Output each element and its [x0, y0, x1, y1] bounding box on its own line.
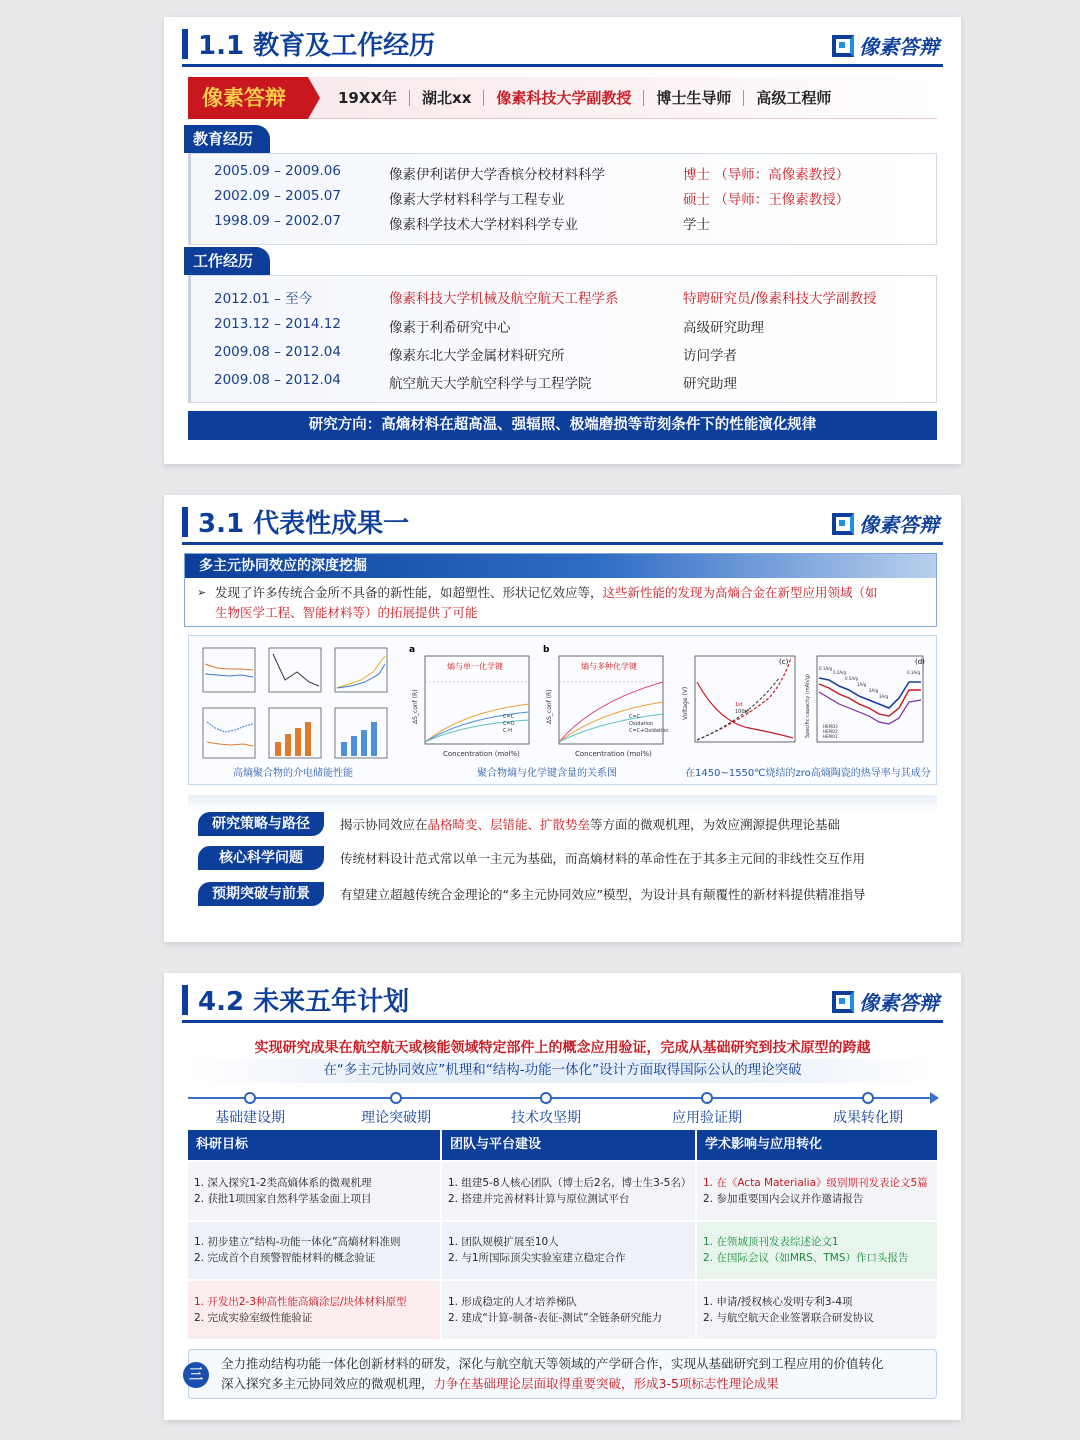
rate-label: 0.5A/g [845, 676, 858, 681]
legend-entry: HEMO1 [823, 734, 838, 739]
x-axis-label: Concentration (mol%) [443, 750, 520, 758]
table-cell-line: 2. 搭建并完善材料计算与原位测试平台 [448, 1192, 630, 1205]
table-cell [188, 1222, 440, 1280]
rate-label: 0.2A/g [833, 670, 846, 675]
svg-text:(d): (d) [915, 658, 925, 666]
topic-box [184, 553, 937, 627]
y-axis-label: Voltage (V) [682, 686, 689, 720]
summary-box [188, 1349, 937, 1399]
strategy-label: 核心科学问题 [198, 846, 324, 870]
timeline-dot-icon [244, 1092, 256, 1104]
plan-table [188, 1130, 937, 1339]
legend-entry: C=C [629, 714, 641, 720]
rate-label: 1A/g [857, 682, 867, 687]
timeline-dot-icon [390, 1092, 402, 1104]
table-header: 学术影响与应用转化 [697, 1130, 937, 1160]
strategy-row [198, 811, 937, 837]
identity-items [338, 77, 843, 119]
table-cell-line: 2. 与1所国际顶尖实验室建立稳定合作 [448, 1252, 626, 1265]
strategy-text: 有望建立超越传统合金理论的“多主元协同效应”模型，为设计具有颠覆性的新材料提供精准指导 [340, 887, 866, 902]
education-row: 1998.09 – 2002.07 像素科学技术大学材料科学专业 学士 [214, 213, 710, 233]
timeline-dot-icon [862, 1092, 874, 1104]
figure-panel [188, 635, 937, 785]
work-row: 2012.01 – 至今 像素科技大学机械及航空航天工程学系 特聘研究员/像素科技大学副教授 [214, 291, 877, 307]
slide-education-work [164, 17, 961, 464]
table-cell-line: 1. 申请/授权核心发明专利3-4项 [703, 1296, 853, 1309]
table-cell-line: 1. 初步建立“结构-功能一体化”高熵材料准则 [194, 1236, 401, 1249]
goal-line-2: 在“多主元协同效应”机理和“结构-功能一体化”设计方面取得国际公认的理论突破 [188, 1059, 937, 1083]
education-row: 2005.09 – 2009.06 像素伊利诺伊大学香槟分校材料科学 博士 （导师：高像素教授） [214, 163, 850, 183]
title-rule [182, 542, 943, 545]
work-row: 2009.08 – 2012.04 像素东北大学金属材料研究所 访问学者 [214, 344, 737, 364]
table-cell [442, 1162, 695, 1220]
y-axis-label: Specific capacity (mAh/g) [805, 674, 811, 738]
table-cell-line: 2. 与航空航天企业签署联合研发协议 [703, 1312, 874, 1325]
logo-icon [832, 991, 854, 1013]
logo-icon [832, 513, 854, 535]
title-bar-accent [182, 29, 188, 59]
legend-entry: 100th [735, 709, 750, 715]
logo-icon [832, 35, 854, 57]
title-rule [182, 1020, 943, 1023]
strategy-label: 研究策略与路径 [198, 812, 324, 836]
figure-caption: 聚合物熵与化学键含量的关系图 [477, 768, 617, 779]
svg-text:b: b [543, 645, 550, 655]
slide-title: 4.2 未来五年计划 [198, 987, 410, 1017]
identity-badge: 像素答辩 [188, 77, 308, 119]
identity-item: 19XX年 [338, 89, 398, 107]
strategy-text: 传统材料设计范式常以单一主元为基础，而高熵材料的革命性在于其多主元间的非线性交互作用 [340, 851, 866, 866]
legend-entry: C=O [503, 721, 515, 727]
svg-text:(c): (c) [779, 658, 789, 666]
research-direction-banner: 研究方向：高熵材料在超高温、强辐照、极端磨损等苛刻条件下的性能演化规律 [188, 411, 937, 440]
title-bar-accent [182, 507, 188, 537]
phase-node: 基础建设期 [190, 1085, 310, 1127]
brand-logo: 像素答辩 [832, 31, 939, 60]
title-rule [182, 64, 943, 67]
table-cell-line: 1. 团队规模扩展至10人 [448, 1236, 559, 1249]
phase-node: 成果转化期 [808, 1085, 928, 1127]
slide-five-year-plan [164, 973, 961, 1420]
table-cell-line: 1. 在《Acta Materialia》级别期刊发表论文5篇 [703, 1176, 928, 1189]
legend-entry: Oxidation [629, 721, 654, 727]
rate-label: 0.1A/g [819, 666, 832, 671]
brand-logo: 像素答辩 [832, 509, 939, 538]
y-axis-label: ΔS_conf (R) [546, 689, 553, 724]
legend-entry: 1st [735, 702, 743, 708]
timeline-dot-icon [540, 1092, 552, 1104]
brand-logo: 像素答辩 [832, 987, 939, 1016]
strategy-section [188, 795, 937, 913]
legend-entry: C=C [503, 714, 515, 720]
table-cell [188, 1281, 440, 1339]
figure-caption: 高熵聚合物的介电储能性能 [233, 768, 353, 779]
table-cell-line: 1. 形成稳定的人才培养梯队 [448, 1296, 577, 1309]
education-row: 2002.09 – 2005.07 像素大学材料科学与工程专业 硕士 （导师：王像素教授） [214, 188, 850, 208]
topic-text: ➢ 发现了许多传统合金所不具备的新性能，如超塑性、形状记忆效应等，这些新性能的发现为高熵合金在新型应用领域（如 生物医学工程、智能材料等）的拓展提供了可能 [185, 578, 936, 623]
figure-a-title: 熵与单一化学键 [447, 662, 503, 671]
legend-entry: C-H [503, 728, 513, 734]
table-cell [697, 1222, 937, 1280]
figure-entropy-curves [403, 642, 673, 768]
timeline-dot-icon [701, 1092, 713, 1104]
table-cell-line: 2. 完成首个自预警智能材料的概念验证 [194, 1252, 376, 1265]
topic-title: 多主元协同效应的深度挖掘 [185, 554, 936, 578]
goal-line-1: 实现研究成果在航空航天或核能领域特定部件上的概念应用验证，完成从基础研究到技术原型的跨越 [254, 1040, 871, 1056]
strategy-label: 预期突破与前景 [198, 882, 324, 906]
table-cell [697, 1162, 937, 1220]
strategy-text: 揭示协同效应在晶格畸变、层错能、扩散势垒等方面的微观机理，为效应溯源提供理论基础 [340, 817, 841, 832]
slide-title: 3.1 代表性成果一 [198, 509, 410, 539]
education-section-label: 教育经历 [184, 125, 270, 153]
identity-item: 像素科技大学副教授 [483, 90, 643, 106]
strategy-row [198, 845, 937, 871]
identity-item: 博士生导师 [643, 90, 743, 106]
legend-entry: C=C+Oxidation [629, 728, 669, 734]
rate-label: 0.1A/g [907, 670, 920, 675]
title-bar-accent [182, 985, 188, 1015]
identity-bar [188, 77, 937, 119]
table-cell [442, 1281, 695, 1339]
work-row: 2009.08 – 2012.04 航空航天大学航空科学与工程学院 研究助理 [214, 372, 737, 392]
table-cell-line: 2. 完成实验室级性能验证 [194, 1312, 313, 1325]
table-header: 科研目标 [188, 1130, 440, 1160]
slide-title: 1.1 教育及工作经历 [198, 31, 436, 61]
legend-entry: HEMO2 [823, 729, 838, 734]
figure-dielectric-plots [195, 642, 395, 768]
table-cell [697, 1281, 937, 1339]
work-row: 2013.12 – 2014.12 像素于利希研究中心 高级研究助理 [214, 316, 764, 336]
figure-battery-curves [679, 642, 929, 768]
rate-label: 3A/g [879, 694, 889, 699]
table-cell-line: 2. 获批1项国家自然科学基金面上项目 [194, 1192, 372, 1205]
svg-text:a: a [409, 645, 416, 655]
x-axis-label: Concentration (mol%) [575, 750, 652, 758]
y-axis-label: ΔS_conf (R) [412, 689, 419, 724]
table-cell-line: 2. 参加重要国内会议并作邀请报告 [703, 1192, 864, 1205]
table-cell-line: 1. 组建5-8人核心团队（博士后2名，博士生3-5名） [448, 1176, 692, 1189]
figure-b-title: 熵与多种化学键 [581, 662, 637, 671]
summary-text: 全力推动结构功能一体化创新材料的研发，深化与航空航天等领域的产学研合作，实现从基础研究到工程应用的价值转化 深入探究多主元协同效应的微观机理，力争在基础理论层面取得重要突破，形成3-5项标志性理论成果 [221, 1356, 884, 1391]
table-cell-line: 2. 在国际会议（如MRS、TMS）作口头报告 [703, 1252, 909, 1265]
phase-node: 理论突破期 [336, 1085, 456, 1127]
summary-badge-icon: 三 [183, 1362, 209, 1388]
table-cell [442, 1222, 695, 1280]
table-header: 团队与平台建设 [442, 1130, 695, 1160]
table-cell-line: 2. 建成“计算-制备-表征-测试”全链条研究能力 [448, 1312, 663, 1325]
phase-timeline [188, 1085, 937, 1125]
table-cell [188, 1162, 440, 1220]
legend-entry: HEMO3 [823, 724, 838, 729]
rate-label: 2A/g [869, 688, 879, 693]
table-cell-line: 1. 开发出2-3种高性能高熵涂层/块体材料原型 [194, 1296, 407, 1309]
slide-representative-result [164, 495, 961, 942]
identity-item: 湖北xx [409, 90, 483, 106]
table-cell-line: 1. 在领域顶刊发表综述论文1 [703, 1236, 839, 1249]
work-section-label: 工作经历 [184, 247, 270, 275]
phase-node: 应用验证期 [647, 1085, 767, 1127]
identity-item: 高级工程师 [743, 90, 843, 106]
table-cell-line: 1. 深入探究1-2类高熵体系的微观机理 [194, 1176, 372, 1189]
strategy-row [198, 881, 937, 907]
figure-caption: 在1450~1550℃烧结的zro高熵陶瓷的热导率与其成分 [685, 768, 931, 779]
phase-node: 技术攻坚期 [486, 1085, 606, 1127]
